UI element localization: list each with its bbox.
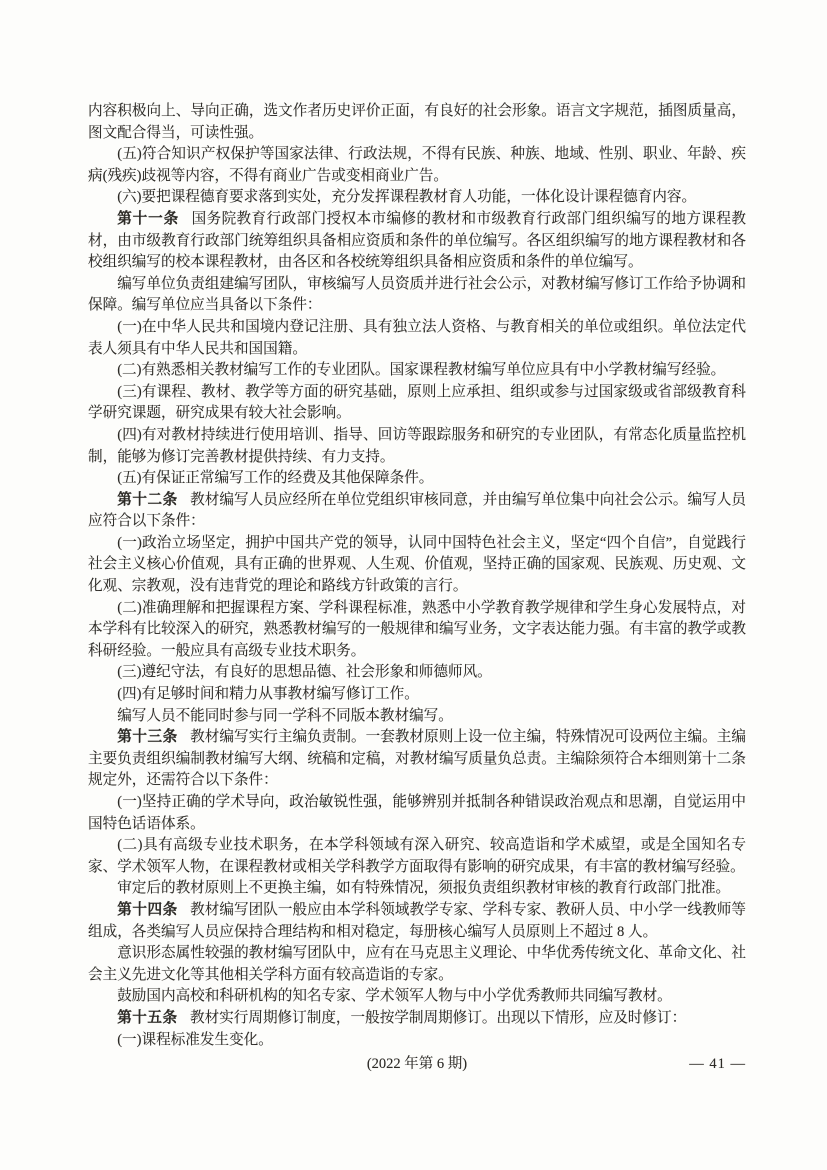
body-paragraph bbox=[88, 792, 746, 835]
paragraph-text: (三)遵纪守法，有良好的思想品德、社会形象和师德师风。 bbox=[117, 664, 492, 681]
paragraph-text: (五)符合知识产权保护等国家法律、行政法规，不得有民族、种族、地域、性别、职业、年龄、疾病(残疾)歧视等内容，不得有商业广告或变相商业广告。 bbox=[88, 146, 746, 184]
body-paragraph bbox=[88, 878, 746, 900]
article-paragraph bbox=[88, 900, 746, 943]
paragraph-text: (四)有对教材持续进行使用培训、指导、回访等跟踪服务和研究的专业团队，有常态化质量监控机制，能够为修订完善教材提供持续、有力支持。 bbox=[88, 426, 746, 465]
issue-label: (2022 年第 6 期) bbox=[366, 1056, 468, 1072]
paragraph-text: 审定后的教材原则上不更换主编，如有特殊情况，须报负责组织教材审核的教育行政部门批准。 bbox=[117, 880, 731, 897]
body-paragraph bbox=[88, 144, 746, 187]
paragraph-text: (一)在中华人民共和国境内登记注册、具有独立法人资格、与教育相关的单位或组织。单位法定代表人须具有中华人民共和国国籍。 bbox=[88, 318, 746, 357]
document-body bbox=[88, 101, 746, 1051]
paragraph-text: 编写人员不能同时参与同一学科不同版本教材编写。 bbox=[117, 707, 453, 724]
body-paragraph bbox=[88, 1030, 746, 1052]
paragraph-text: 教材实行周期修订制度，一般按学制周期修订。出现以下情形，应及时修订： bbox=[189, 1009, 687, 1026]
body-paragraph bbox=[88, 101, 746, 144]
article-number: 第十二条 bbox=[117, 491, 178, 508]
body-paragraph bbox=[88, 274, 746, 317]
article-paragraph bbox=[88, 490, 746, 533]
body-paragraph bbox=[88, 187, 746, 209]
body-paragraph bbox=[88, 360, 746, 382]
article-paragraph bbox=[88, 727, 746, 792]
paragraph-text: 编写单位负责组建编写团队，审核编写人员资质并进行社会公示，对教材编写修订工作给予协调和保障。编写单位应当具备以下条件： bbox=[88, 275, 746, 314]
body-paragraph bbox=[88, 598, 746, 663]
page-footer bbox=[88, 1053, 746, 1075]
paragraph-text: 教材编写实行主编负责制。一套教材原则上设一位主编，特殊情况可设两位主编。主编主要负责组织编制教材编写大纲、统稿和定稿，对教材编写质量负总责。主编除须符合本细则第十二条规定外，还需符合以下条件： bbox=[88, 729, 746, 789]
paragraph-text: (四)有足够时间和精力从事教材编写修订工作。 bbox=[117, 686, 419, 703]
body-paragraph bbox=[88, 684, 746, 706]
paragraph-text: 鼓励国内高校和科研机构的知名专家、学术领军人物与中小学优秀教师共同编写教材。 bbox=[117, 988, 672, 1005]
body-paragraph bbox=[88, 317, 746, 360]
body-paragraph bbox=[88, 706, 746, 728]
body-paragraph bbox=[88, 468, 746, 490]
paragraph-text: 国务院教育行政部门授权本市编修的教材和市级教育行政部门组织编写的地方课程教材，由市级教育行政部门统筹组织具备相应资质和条件的单位编写。各区组织编写的地方课程教材和各校组织编写的校本课程教材，由各区和各校统筹组织具备相应资质和条件的单位编写。 bbox=[88, 210, 746, 271]
paragraph-text: (一)坚持正确的学术导向，政治敏锐性强，能够辨别并抵制各种错误政治观点和思潮，自觉运用中国特色话语体系。 bbox=[88, 794, 746, 832]
paragraph-text: 教材编写人员应经所在单位党组织审核同意，并由编写单位集中向社会公示。编写人员应符合以下条件： bbox=[88, 491, 746, 530]
page-number: — 41 — bbox=[689, 1056, 746, 1072]
paragraph-text: (二)具有高级专业技术职务，在本学科领域有深入研究、较高造诣和学术威望，或是全国知名专家、学术领军人物，在课程教材或相关学科教学方面取得有影响的研究成果，有丰富的教材编写经验。 bbox=[88, 837, 746, 875]
body-paragraph bbox=[88, 425, 746, 468]
body-paragraph bbox=[88, 943, 746, 986]
article-number: 第十三条 bbox=[117, 729, 178, 746]
paragraph-text: (二)准确理解和把握课程方案、学科课程标准，熟悉中小学教育教学规律和学生身心发展特点，对本学科有比较深入的研究，熟悉教材编写的一般规律和编写业务，文字表达能力强。有丰富的教学或教科研经验。一般应具有高级专业技术职务。 bbox=[88, 599, 746, 659]
article-paragraph bbox=[88, 209, 746, 274]
paragraph-text: 教材编写团队一般应由本学科领域教学专家、学科专家、教研人员、中小学一线教师等组成，各类编写人员应保持合理结构和相对稳定，每册核心编写人员原则上不超过 8 人。 bbox=[88, 901, 746, 940]
article-paragraph bbox=[88, 1008, 746, 1030]
paragraph-text: (三)有课程、教材、教学等方面的研究基础，原则上应承担、组织或参与过国家级或省部级教育科学研究课题，研究成果有较大社会影响。 bbox=[88, 383, 746, 422]
paragraph-text: 内容积极向上、导向正确，选文作者历史评价正面，有良好的社会形象。语言文字规范，插图质量高，图文配合得当，可读性强。 bbox=[88, 103, 746, 141]
paragraph-text: (五)有保证正常编写工作的经费及其他保障条件。 bbox=[117, 470, 434, 487]
body-paragraph bbox=[88, 662, 746, 684]
article-number: 第十一条 bbox=[117, 210, 180, 227]
article-number: 第十四条 bbox=[117, 901, 178, 918]
paragraph-text: 意识形态属性较强的教材编写团队中，应有在马克思主义理论、中华优秀传统文化、革命文化、社会主义先进文化等其他相关学科方面有较高造诣的专家。 bbox=[88, 945, 746, 983]
paragraph-text: (一)课程标准发生变化。 bbox=[117, 1031, 273, 1048]
body-paragraph bbox=[88, 382, 746, 425]
body-paragraph bbox=[88, 986, 746, 1008]
body-paragraph bbox=[88, 835, 746, 878]
article-number: 第十五条 bbox=[117, 1009, 178, 1026]
paragraph-text: (六)要把课程德育要求落到实处，充分发挥课程教材育人功能，一体化设计课程德育内容。 bbox=[117, 189, 697, 206]
body-paragraph bbox=[88, 533, 746, 598]
paragraph-text: (一)政治立场坚定，拥护中国共产党的领导，认同中国特色社会主义，坚定“四个自信”，自觉践行社会主义核心价值观，具有正确的世界观、人生观、价值观，坚持正确的国家观、民族观、历史观、文化观、宗教观，没有违背党的理论和路线方针政策的言行。 bbox=[88, 534, 746, 595]
paragraph-text: (二)有熟悉相关教材编写工作的专业团队。国家课程教材编写单位应具有中小学教材编写经验。 bbox=[117, 362, 726, 379]
